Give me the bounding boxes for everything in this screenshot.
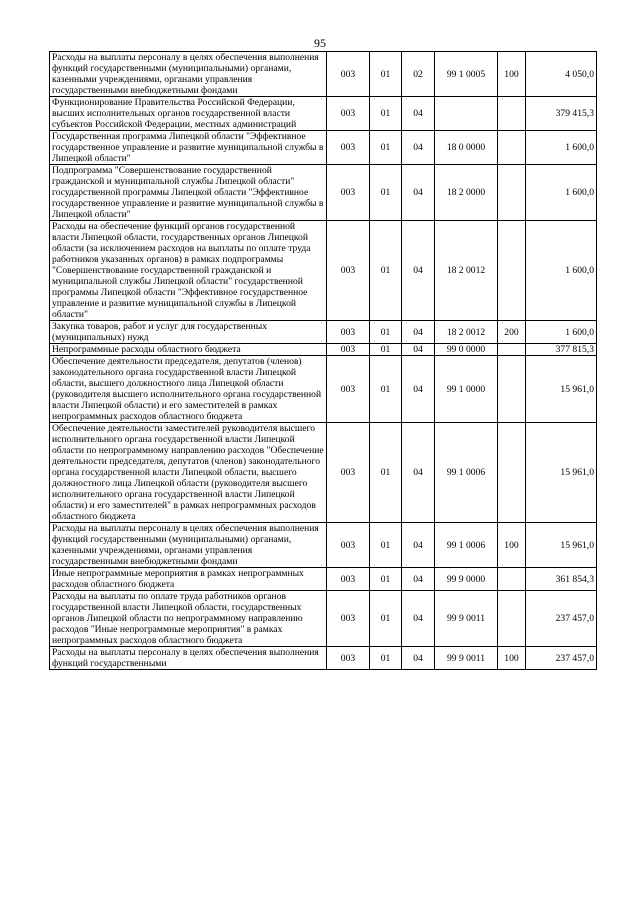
expense-type-cell: 100 xyxy=(498,52,526,97)
target-article-cell: 99 1 0006 xyxy=(435,423,498,523)
table-row xyxy=(50,423,597,523)
ved-code-cell: 003 xyxy=(327,568,370,591)
subsection-code-cell: 04 xyxy=(402,165,435,221)
section-code-cell: 01 xyxy=(370,344,402,356)
section-code-cell: 01 xyxy=(370,423,402,523)
row-name-cell: Подпрограмма "Совершенствование государственной гражданской и муниципальной службы Липецкой области" государственной программы Липецкой области "Эффективное государственное управление и развитие муниципальной службы в Липецкой области" xyxy=(50,165,327,221)
row-name-cell: Обеспечение деятельности председателя, депутатов (членов) законодательного органа государственной власти Липецкой области, высшего должностного лица Липецкой области (руководителя высшего исполнительного органа государственной власти Липецкой области) и его заместителей в рамках непрограммных расходов областного бюджета xyxy=(50,356,327,423)
table-row xyxy=(50,97,597,131)
table-row xyxy=(50,647,597,670)
section-code-cell: 01 xyxy=(370,647,402,670)
subsection-code-cell: 04 xyxy=(402,356,435,423)
section-code-cell: 01 xyxy=(370,131,402,165)
subsection-code-cell: 04 xyxy=(402,568,435,591)
target-article-cell: 18 2 0012 xyxy=(435,321,498,344)
expense-type-cell: 200 xyxy=(498,321,526,344)
ved-code-cell: 003 xyxy=(327,356,370,423)
target-article-cell xyxy=(435,97,498,131)
section-code-cell: 01 xyxy=(370,523,402,568)
expense-type-cell xyxy=(498,131,526,165)
ved-code-cell: 003 xyxy=(327,423,370,523)
amount-cell: 4 050,0 xyxy=(526,52,597,97)
expense-type-cell xyxy=(498,344,526,356)
row-name-cell: Непрограммные расходы областного бюджета xyxy=(50,344,327,356)
target-article-cell: 99 1 0006 xyxy=(435,523,498,568)
table-row xyxy=(50,52,597,97)
subsection-code-cell: 04 xyxy=(402,523,435,568)
row-name-cell: Расходы на выплаты персоналу в целях обеспечения выполнения функций государственными (муниципальными) органами, казенными учреждениями, органами управления государственными внебюджетными фондами xyxy=(50,52,327,97)
amount-cell: 15 961,0 xyxy=(526,423,597,523)
expense-type-cell xyxy=(498,423,526,523)
section-code-cell: 01 xyxy=(370,221,402,321)
ved-code-cell: 003 xyxy=(327,221,370,321)
subsection-code-cell: 04 xyxy=(402,423,435,523)
target-article-cell: 99 1 0000 xyxy=(435,356,498,423)
target-article-cell: 99 1 0005 xyxy=(435,52,498,97)
section-code-cell: 01 xyxy=(370,356,402,423)
row-name-cell: Расходы на обеспечение функций органов государственной власти Липецкой области, государственных органов Липецкой области (за исключением расходов на выплаты по оплате труда работников указанных органов) в рамках подпрограммы "Совершенствование государственной гражданской и муниципальной службы Липецкой области" государственной программы Липецкой области "Эффективное государственное управление и развитие муниципальной службы в Липецкой области" xyxy=(50,221,327,321)
amount-cell: 237 457,0 xyxy=(526,647,597,670)
row-name-cell: Расходы на выплаты по оплате труда работников органов государственной власти Липецкой области, государственных органов Липецкой области по непрограммному направлению расходов "Иные непрограммные мероприятия" в рамках непрограммных расходов областного бюджета xyxy=(50,591,327,647)
expense-type-cell xyxy=(498,97,526,131)
table-row xyxy=(50,591,597,647)
row-name-cell: Закупка товаров, работ и услуг для государственных (муниципальных) нужд xyxy=(50,321,327,344)
ved-code-cell: 003 xyxy=(327,647,370,670)
expense-type-cell xyxy=(498,221,526,321)
target-article-cell: 99 9 0011 xyxy=(435,591,498,647)
budget-table xyxy=(49,51,597,670)
amount-cell: 361 854,3 xyxy=(526,568,597,591)
table-row xyxy=(50,568,597,591)
row-name-cell: Обеспечение деятельности заместителей руководителя высшего исполнительного органа государственной власти Липецкой области по непрограммному направлению расходов "Обеспечение деятельности председателя, депутатов (членов) законодательного органа государственной власти Липецкой области, высшего должностного лица Липецкой области (руководителя высшего исполнительного органа государственной власти Липецкой области) и его заместителей" в рамках непрограммных расходов областного бюджета xyxy=(50,423,327,523)
target-article-cell: 99 9 0011 xyxy=(435,647,498,670)
row-name-cell: Расходы на выплаты персоналу в целях обеспечения выполнения функций государственными xyxy=(50,647,327,670)
subsection-code-cell: 02 xyxy=(402,52,435,97)
table-row xyxy=(50,356,597,423)
subsection-code-cell: 04 xyxy=(402,591,435,647)
table-row xyxy=(50,165,597,221)
section-code-cell: 01 xyxy=(370,52,402,97)
subsection-code-cell: 04 xyxy=(402,647,435,670)
section-code-cell: 01 xyxy=(370,591,402,647)
amount-cell: 1 600,0 xyxy=(526,321,597,344)
subsection-code-cell: 04 xyxy=(402,344,435,356)
expense-type-cell xyxy=(498,165,526,221)
table-row xyxy=(50,344,597,356)
target-article-cell: 99 0 0000 xyxy=(435,344,498,356)
amount-cell: 1 600,0 xyxy=(526,221,597,321)
expense-type-cell xyxy=(498,568,526,591)
target-article-cell: 99 9 0000 xyxy=(435,568,498,591)
subsection-code-cell: 04 xyxy=(402,221,435,321)
row-name-cell: Государственная программа Липецкой области "Эффективное государственное управление и развитие муниципальной службы в Липецкой области" xyxy=(50,131,327,165)
section-code-cell: 01 xyxy=(370,97,402,131)
amount-cell: 379 415,3 xyxy=(526,97,597,131)
budget-table-body xyxy=(50,52,597,670)
page-number: 95 xyxy=(314,36,326,50)
section-code-cell: 01 xyxy=(370,165,402,221)
subsection-code-cell: 04 xyxy=(402,131,435,165)
amount-cell: 15 961,0 xyxy=(526,523,597,568)
table-row xyxy=(50,221,597,321)
ved-code-cell: 003 xyxy=(327,165,370,221)
target-article-cell: 18 2 0012 xyxy=(435,221,498,321)
amount-cell: 15 961,0 xyxy=(526,356,597,423)
row-name-cell: Иные непрограммные мероприятия в рамках непрограммных расходов областного бюджета xyxy=(50,568,327,591)
row-name-cell: Расходы на выплаты персоналу в целях обеспечения выполнения функций государственными (муниципальными) органами, казенными учреждениями, органами управления государственными внебюджетными фондами xyxy=(50,523,327,568)
target-article-cell: 18 2 0000 xyxy=(435,165,498,221)
section-code-cell: 01 xyxy=(370,321,402,344)
expense-type-cell xyxy=(498,591,526,647)
ved-code-cell: 003 xyxy=(327,52,370,97)
amount-cell: 377 815,3 xyxy=(526,344,597,356)
expense-type-cell: 100 xyxy=(498,523,526,568)
table-row xyxy=(50,131,597,165)
section-code-cell: 01 xyxy=(370,568,402,591)
ved-code-cell: 003 xyxy=(327,523,370,568)
target-article-cell: 18 0 0000 xyxy=(435,131,498,165)
ved-code-cell: 003 xyxy=(327,591,370,647)
ved-code-cell: 003 xyxy=(327,321,370,344)
subsection-code-cell: 04 xyxy=(402,97,435,131)
amount-cell: 1 600,0 xyxy=(526,131,597,165)
table-row xyxy=(50,523,597,568)
table-row xyxy=(50,321,597,344)
ved-code-cell: 003 xyxy=(327,344,370,356)
expense-type-cell xyxy=(498,356,526,423)
expense-type-cell: 100 xyxy=(498,647,526,670)
ved-code-cell: 003 xyxy=(327,131,370,165)
row-name-cell: Функционирование Правительства Российской Федерации, высших исполнительных органов государственной власти субъектов Российской Федерации, местных администраций xyxy=(50,97,327,131)
amount-cell: 237 457,0 xyxy=(526,591,597,647)
amount-cell: 1 600,0 xyxy=(526,165,597,221)
ved-code-cell: 003 xyxy=(327,97,370,131)
subsection-code-cell: 04 xyxy=(402,321,435,344)
